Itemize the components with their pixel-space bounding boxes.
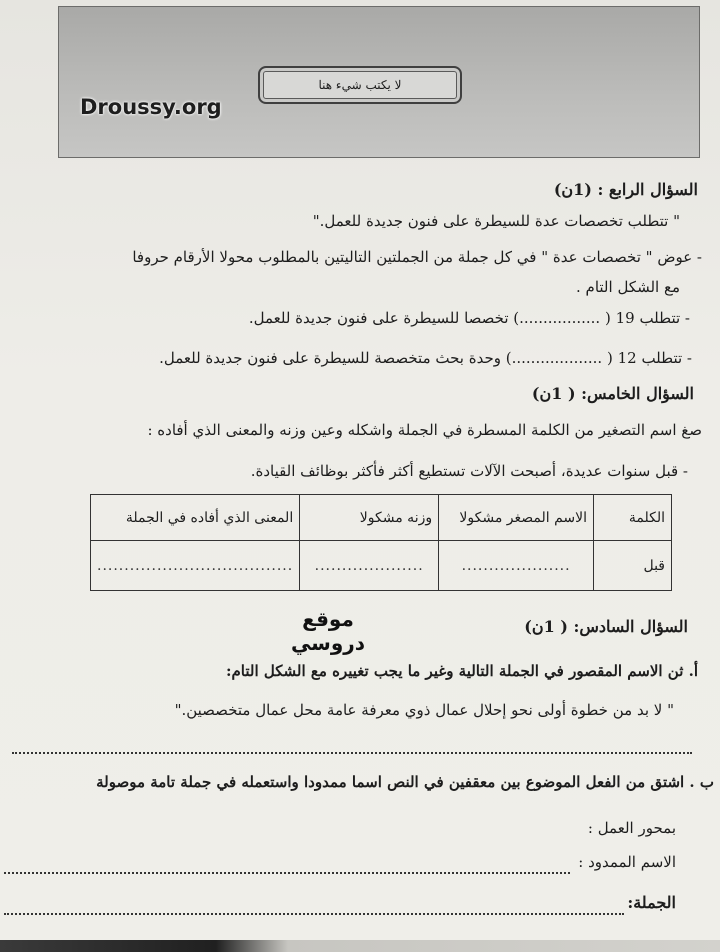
table-header-diminutive: الاسم المصغر مشكولا [439, 495, 594, 541]
question-4-title: السؤال الرابع : (1ن) [553, 180, 698, 199]
question-6-part-b-line-1: ب . اشتق من الفعل الموضوع بين معقفين في النص اسما ممدودا واستعمله في جملة تامة موصولة [96, 773, 714, 791]
jumla-answer-line[interactable] [4, 913, 624, 915]
question-5-title: السؤال الخامس: ( 1ن) [531, 384, 694, 403]
question-6-title: السؤال السادس: ( 1ن) [524, 617, 688, 636]
table-header-row [91, 495, 672, 541]
table-header-word: الكلمة [594, 495, 672, 541]
question-6-part-b-line-2: بمحور العمل : [587, 819, 676, 837]
question-5-instruction: صغ اسم التصغير من الكلمة المسطرة في الجملة واشكله وعين وزنه والمعنى الذي أفاده : [147, 421, 702, 439]
do-not-write-label: لا يكتب شيء هنا [318, 78, 402, 92]
mamdud-label: الاسم الممدود : [578, 853, 676, 871]
jumla-label: الجملة: [627, 893, 676, 912]
watermark-english: Droussy.org [80, 95, 222, 119]
question-4-quote: " تتطلب تخصصات عدة للسيطرة على فنون جديدة للعمل." [312, 212, 680, 230]
table-header-pattern: وزنه مشكولا [300, 495, 439, 541]
question-4-instruction-line-2: مع الشكل التام . [576, 278, 680, 296]
question-6-part-a-instruction: أ. ثن الاسم المقصور في الجملة التالية وغير ما يجب تغييره مع الشكل التام: [225, 662, 698, 680]
table-cell-meaning-answer[interactable]: .................................... [91, 541, 300, 591]
diminutive-table [90, 494, 672, 591]
do-not-write-box [258, 66, 462, 104]
table-cell-pattern-answer[interactable]: .................... [300, 541, 439, 591]
question-4-item-1: - تتطلب 19 ( .................) تخصصا للسيطرة على فنون جديدة للعمل. [248, 309, 690, 327]
table-row [91, 541, 672, 591]
table-header-meaning: المعنى الذي أفاده في الجملة [91, 495, 300, 541]
table-cell-diminutive-answer[interactable]: .................... [439, 541, 594, 591]
question-6-part-a-quote: " لا بد من خطوة أولى نحو إحلال عمال ذوي معرفة عامة محل عمال متخصصين." [174, 701, 674, 719]
table-cell-word: قبل [594, 541, 672, 591]
watermark-arabic: موقع دروسي [290, 607, 366, 655]
question-4-instruction-line-1: - عوض " تخصصات عدة " في كل جملة من الجملتين التاليتين بالمطلوب محولا الأرقام حروفا [132, 248, 702, 266]
answer-line-part-a[interactable] [12, 752, 692, 754]
scan-bottom-edge [0, 940, 720, 952]
mamdud-answer-line[interactable] [4, 872, 570, 874]
question-4-item-2: - تتطلب 12 ( ...................) وحدة بحث متخصصة للسيطرة على فنون جديدة للعمل. [159, 349, 692, 367]
question-5-sentence: - قبل سنوات عديدة، أصبحت الآلات تستطيع أكثر فأكثر بوظائف القيادة. [250, 462, 688, 480]
